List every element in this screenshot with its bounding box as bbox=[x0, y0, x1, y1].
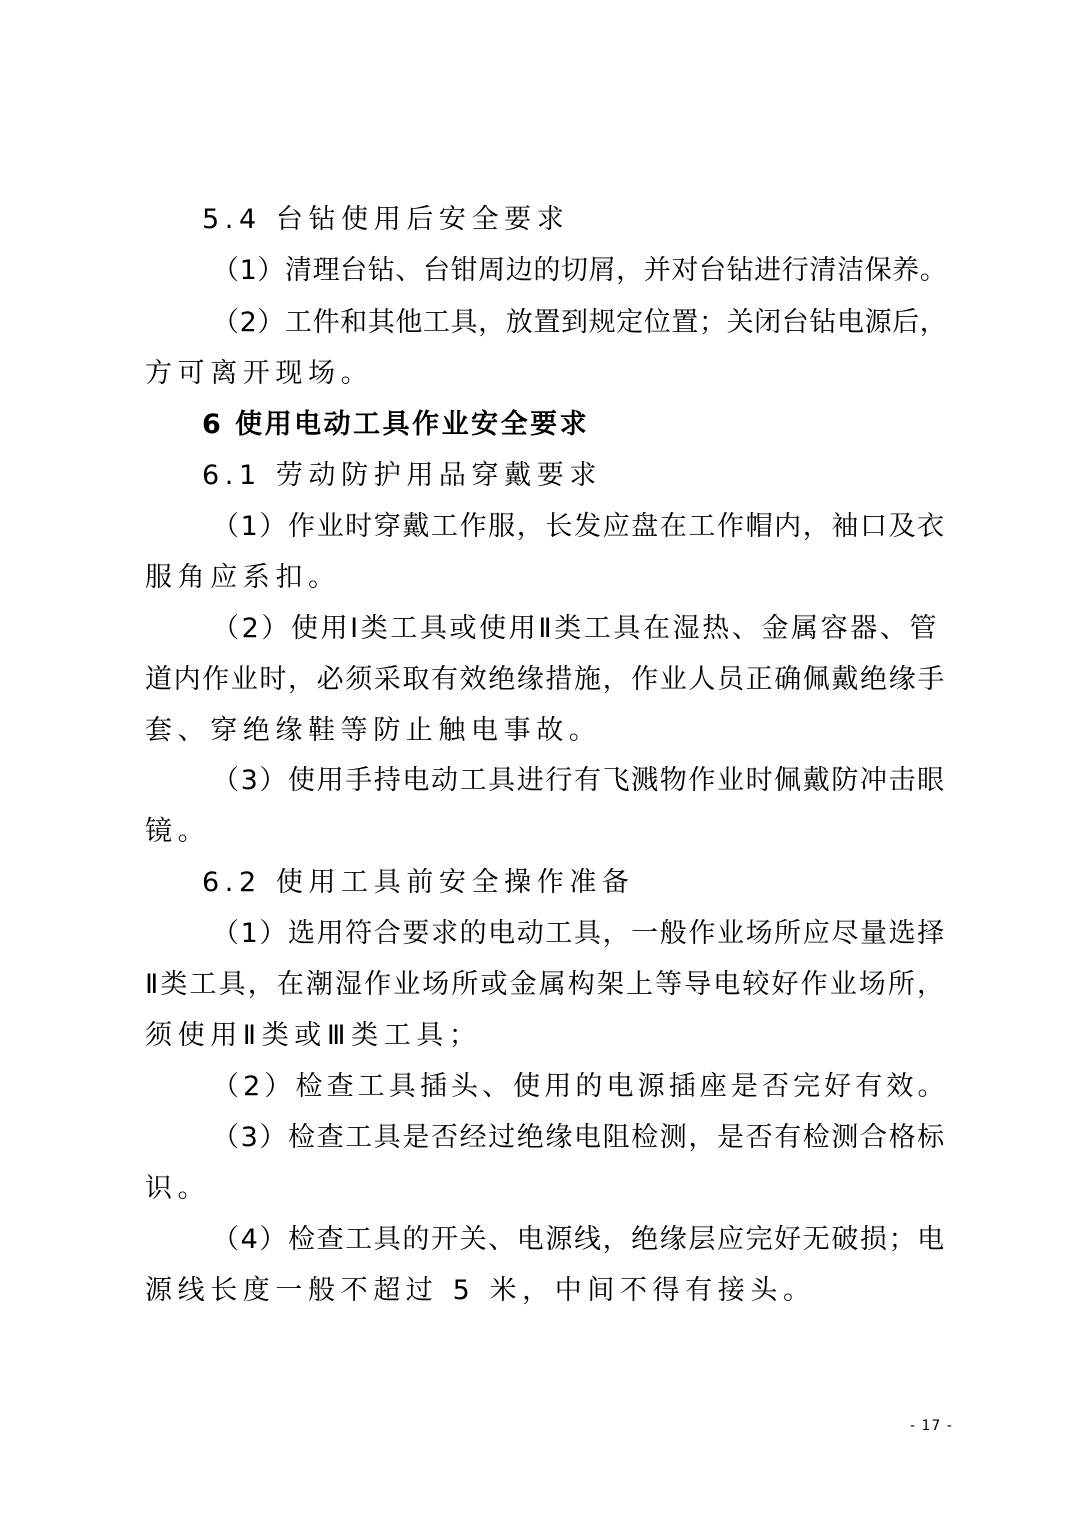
paragraph-line: （1）清理台钻、台钳周边的切屑，并对台钻进行清洁保养。 bbox=[212, 255, 948, 286]
paragraph-line: 套、穿绝缘鞋等防止触电事故。 bbox=[145, 715, 602, 746]
paragraph-line: （3）使用手持电动工具进行有飞溅物作业时佩戴防冲击眼 bbox=[212, 765, 946, 796]
paragraph-line: 方可离开现场。 bbox=[145, 358, 374, 389]
section-heading-6: 6 使用电动工具作业安全要求 bbox=[202, 409, 590, 440]
paragraph-line: （2）工件和其他工具，放置到规定位置；关闭台钻电源后， bbox=[212, 307, 948, 338]
paragraph-line: （2）使用Ⅰ类工具或使用Ⅱ类工具在湿热、金属容器、管 bbox=[212, 613, 940, 644]
paragraph-line: （4）检查工具的开关、电源线，绝缘层应完好无破损；电 bbox=[212, 1224, 946, 1255]
paragraph-line: （1）作业时穿戴工作服，长发应盘在工作帽内，袖口及衣 bbox=[212, 511, 946, 542]
paragraph-line: （1）选用符合要求的电动工具，一般作业场所应尽量选择 bbox=[212, 918, 946, 949]
paragraph-line: （2）检查工具插头、使用的电源插座是否完好有效。 bbox=[212, 1071, 949, 1102]
paragraph-line: 服角应系扣。 bbox=[145, 562, 341, 593]
paragraph-line: 镜。 bbox=[145, 816, 211, 847]
paragraph-line: （3）检查工具是否经过绝缘电阻检测，是否有检测合格标 bbox=[212, 1122, 946, 1153]
paragraph-line: 源线长度一般不超过 5 米，中间不得有接头。 bbox=[145, 1275, 816, 1306]
section-heading-5-4: 5.4 台钻使用后安全要求 bbox=[202, 204, 570, 235]
paragraph-line: 须使用Ⅱ类或Ⅲ类工具； bbox=[145, 1020, 482, 1051]
section-heading-6-2: 6.2 使用工具前安全操作准备 bbox=[202, 867, 635, 898]
paragraph-line: 道内作业时，必须采取有效绝缘措施，作业人员正确佩戴绝缘手 bbox=[145, 664, 946, 695]
paragraph-line: 识。 bbox=[145, 1173, 211, 1204]
paragraph-line: Ⅱ类工具，在潮湿作业场所或金属构架上等导电较好作业场所， bbox=[145, 969, 947, 1000]
section-heading-6-1: 6.1 劳动防护用品穿戴要求 bbox=[202, 460, 602, 491]
page-number: - 17 - bbox=[910, 1418, 953, 1434]
